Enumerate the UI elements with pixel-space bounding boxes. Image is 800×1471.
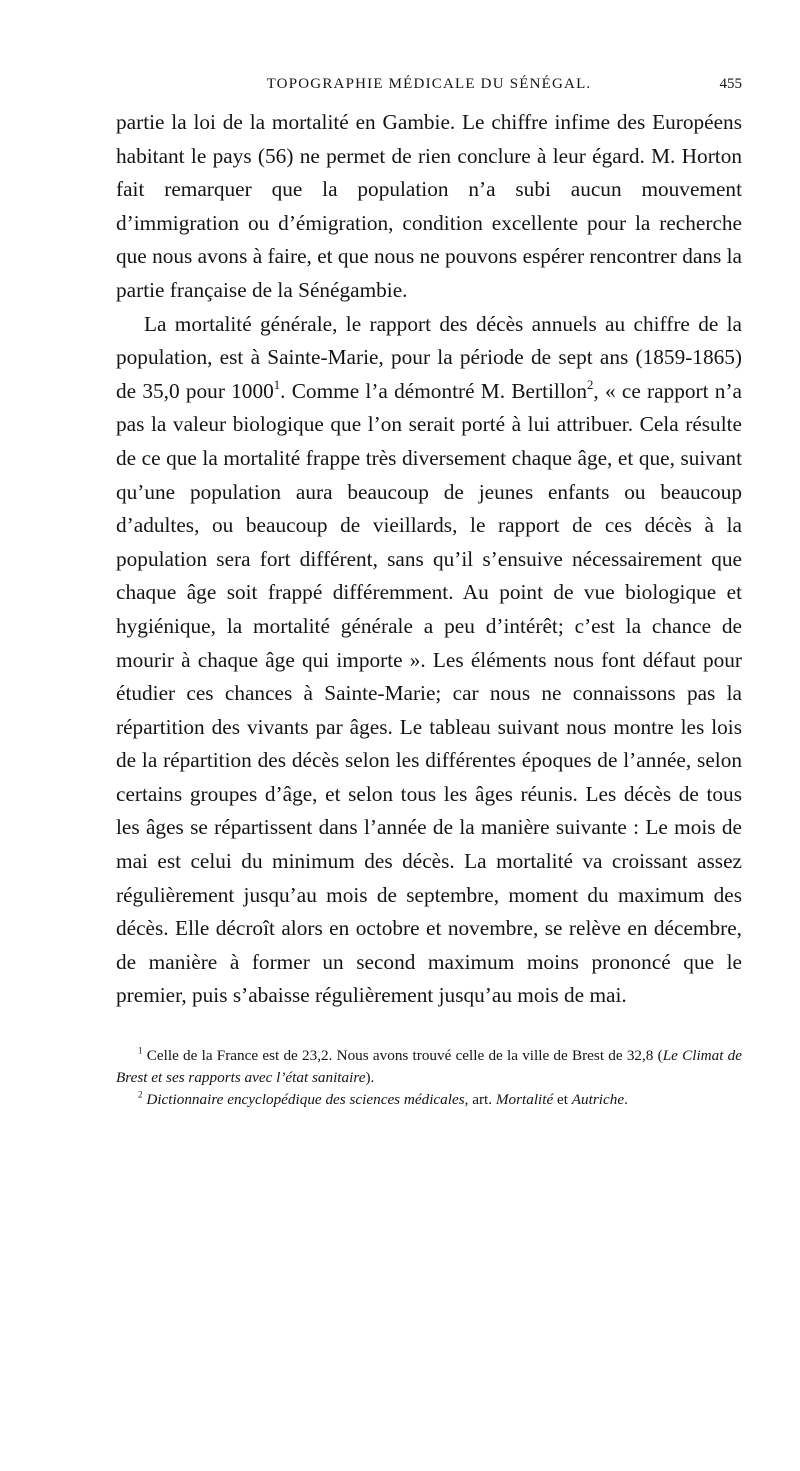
footnote-2-text-c: . bbox=[624, 1091, 628, 1109]
footnote-1-book-title: Le Climat de Brest et ses rapports avec l’état sanitaire bbox=[116, 1047, 743, 1087]
running-title: TOPOGRAPHIE MÉDICALE DU SÉNÉGAL. bbox=[266, 76, 592, 92]
paragraph-1: partie la loi de la mortalité en Gambie. Le chiffre infime des Européens habitant le pays (56) ne permet de rien conclure à leur égard. M. Horton fait remarquer que la population n’a subi aucun mouvement d’immigration ou d’émigration, condition excellente pour la recherche que nous avons à faire, et que nous ne pouvons espérer rencontrer dans la partie française de la Sénégambie. bbox=[116, 110, 742, 302]
paragraph-2-part-b: . Comme l’a démontré M. Bertillon bbox=[280, 378, 588, 403]
paragraph-2 bbox=[116, 308, 742, 1013]
footnote-2-article-2: Autriche bbox=[571, 1091, 625, 1109]
footnote-2-article-1: Mortalité bbox=[495, 1091, 554, 1109]
footnote-1-mark: 1 bbox=[138, 1045, 143, 1056]
footnote-2-text-a: , art. bbox=[464, 1091, 496, 1109]
footnotes bbox=[116, 1045, 742, 1111]
page bbox=[116, 72, 742, 1111]
page-number: 455 bbox=[719, 76, 742, 92]
footnote-ref-1[interactable]: 1 bbox=[273, 377, 281, 392]
running-header bbox=[116, 72, 742, 98]
paragraph-2-part-a: La mortalité générale, le rapport des décès annuels au chiffre de la population, est à Sainte-Marie, pour la période de sept ans (1859-1865) de 35,0 pour 1000 bbox=[116, 311, 742, 403]
footnote-1-text-a: Celle de la France est de 23,2. Nous avons trouvé celle de la ville de Brest de 32,8 ( bbox=[142, 1047, 663, 1065]
footnote-2 bbox=[116, 1089, 742, 1111]
paragraph-2-part-c: , « ce rapport n’a pas la valeur biologique que l’on serait porté à lui attribuer. Cela résulte de ce que la mortalité frappe très diversement chaque âge, et que, suivant qu’une population aura beaucoup de jeunes enfants ou beaucoup d’adultes, ou beaucoup de vieillards, le rapport de ces décès à la population sera fort différent, sans qu’il s’ensuive nécessairement que chaque âge soit frappé différemment. Au point de vue biologique et hygiénique, la mortalité générale a peu d’intérêt; c’est la chance de mourir à chaque âge qui importe ». Les éléments nous font défaut pour étudier ces chances à Sainte-Marie; car nous ne connaissons pas la répartition des vivants par âges. Le tableau suivant nous montre les lois de la répartition des décès selon les différentes époques de l’année, selon certains groupes d’âge, et selon tous les âges réunis. Les décès de tous les âges se répartissent dans l’année de la manière suivante : Le mois de mai est celui du minimum des décès. La mortalité va croissant assez régulièrement jusqu’au mois de septembre, moment du maximum des décès. Elle décroît alors en octobre et novembre, se relève en décembre, de manière à former un second maximum moins prononcé que le premier, puis s’abaisse régulièrement jusqu’au mois de mai. bbox=[116, 378, 742, 1008]
footnote-1 bbox=[116, 1045, 742, 1089]
footnote-2-text-b: et bbox=[553, 1091, 572, 1109]
footnote-2-book-title: Dictionnaire encyclopédique des sciences médicales bbox=[142, 1091, 465, 1109]
footnote-ref-2[interactable]: 2 bbox=[587, 377, 594, 392]
footnote-2-mark: 2 bbox=[138, 1089, 143, 1100]
main-text bbox=[116, 106, 742, 1013]
footnote-1-text-b: ). bbox=[365, 1069, 375, 1087]
